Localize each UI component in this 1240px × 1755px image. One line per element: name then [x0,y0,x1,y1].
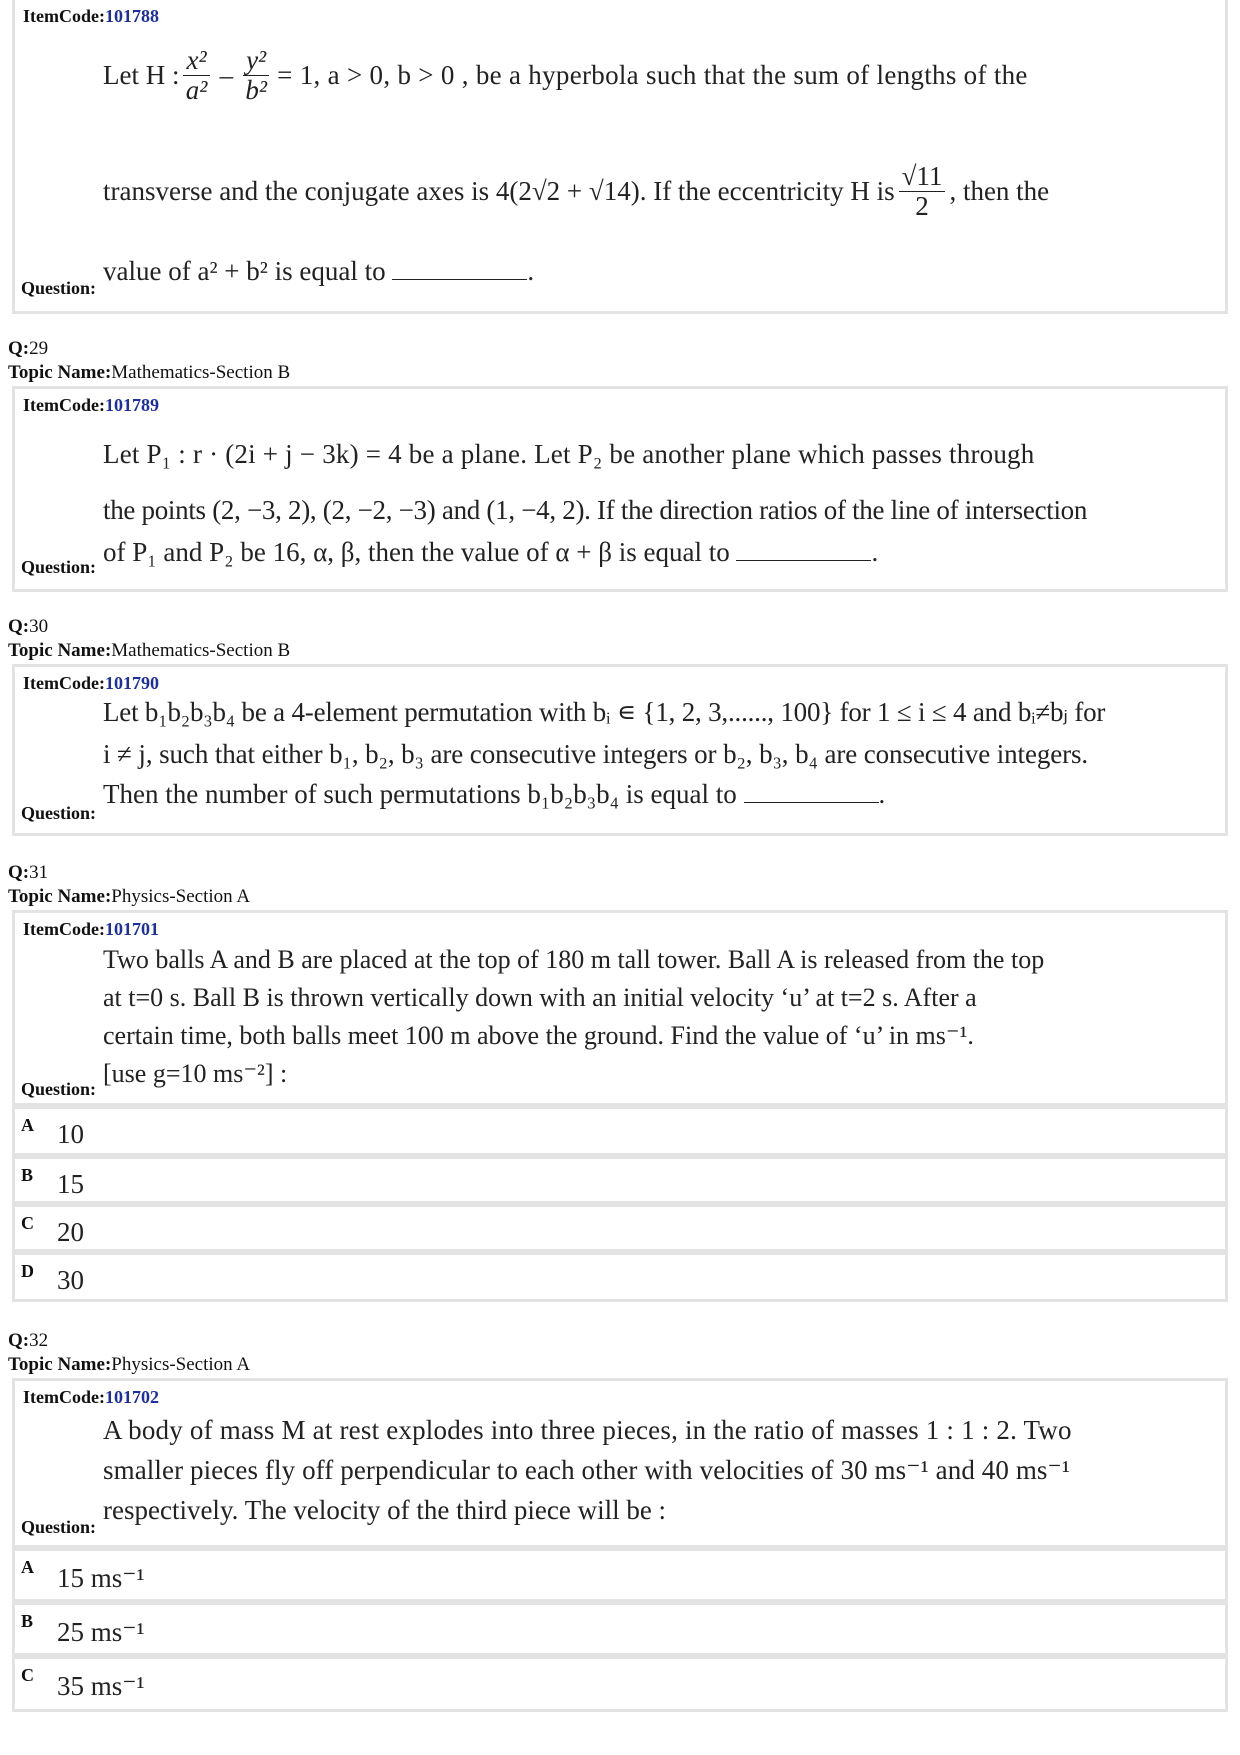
q28-question-label: Question: [21,278,97,298]
frac-num: x² [183,46,209,75]
itemcode-label: ItemCode: [23,6,105,26]
q28-frac-sqrt11-2 [899,162,946,220]
q30-line3 [103,781,1219,808]
q30-line3-text: Then the number of such permutations b₁b₂b₃b₄ is equal to [103,779,737,809]
q31-number [8,862,48,884]
option-value: 15 ms⁻¹ [57,1563,145,1593]
q31-line4: [use g=10 ms⁻²] : [103,1059,288,1088]
itemcode-value: 101789 [104,395,159,415]
q28-line1 [103,40,1219,110]
q28-minus: – [219,59,234,90]
q32-itemcode [23,1387,159,1408]
q28-line3 [103,258,1219,285]
q-num: 32 [29,1330,49,1351]
topic-value: Mathematics-Section B [111,640,291,661]
q31-itemcode [23,919,159,940]
itemcode-label: ItemCode: [23,1387,105,1407]
q29-line3-text: of P₁ and P₂ be 16, α, β, then the value of α + β is equal to [103,537,730,567]
q32-line3: respectively. The velocity of the third piece will be : [103,1495,667,1525]
itemcode-value: 101790 [104,673,159,693]
option-value: 15 [57,1169,84,1199]
option-letter: A [21,1115,34,1135]
q29-line1: Let P₁ : r · (2i + j − 3k) = 4 be a plane. Let P₂ be another plane which passes through [103,439,1035,469]
q-label: Q: [8,338,30,359]
option-letter: D [21,1261,34,1281]
q29-question-label: Question: [21,557,97,577]
itemcode-label: ItemCode: [23,919,105,939]
q28-itemcode [23,6,159,27]
itemcode-label: ItemCode: [23,673,105,693]
option-letter: C [21,1213,34,1233]
option-letter: A [21,1557,34,1577]
answer-blank[interactable] [736,540,871,561]
q28-question-box [12,0,1228,314]
q29-line3-end: . [871,537,879,567]
q29-itemcode [23,395,159,416]
itemcode-value: 101702 [104,1387,159,1407]
q31-option-a[interactable] [12,1106,1228,1156]
topic-label: Topic Name: [8,362,112,383]
itemcode-label: ItemCode: [23,395,105,415]
q30-question-label: Question: [21,803,97,823]
q32-option-b[interactable] [12,1602,1228,1656]
q32-option-a[interactable] [12,1548,1228,1602]
q31-question-label: Question: [21,1079,97,1099]
option-value: 35 ms⁻¹ [57,1671,145,1701]
q31-line2: at t=0 s. Ball B is thrown vertically down with an initial velocity ‘u’ at t=2 s. After a [103,983,977,1012]
q32-option-c[interactable] [12,1656,1228,1712]
q28-line1-end: = 1, a > 0, b > 0 , be a hyperbola such that the sum of lengths of the [277,59,1028,90]
topic-label: Topic Name: [8,640,112,661]
topic-value: Mathematics-Section B [111,362,291,383]
q31-option-b[interactable] [12,1156,1228,1204]
q30-topic [8,640,290,662]
q31-option-d[interactable] [12,1252,1228,1302]
q28-line3-end: . [527,256,535,286]
q-num: 29 [29,338,49,359]
q-num: 30 [29,616,49,637]
answer-blank[interactable] [392,259,527,280]
frac-num: √11 [899,162,946,191]
q28-frac-y2-b2 [243,46,269,104]
itemcode-value: 101788 [104,6,159,26]
q31-option-c[interactable] [12,1204,1228,1252]
q28-line3-text: value of a² + b² is equal to [103,256,386,286]
q30-itemcode [23,673,159,694]
q31-line1: Two balls A and B are placed at the top of 180 m tall tower. Ball A is released from the top [103,945,1045,974]
q32-line1: A body of mass M at rest explodes into three pieces, in the ratio of masses 1 : 1 : 2. Two [103,1415,1072,1445]
q28-line2 [103,162,1219,220]
q30-line1: Let b₁b₂b₃b₄ be a 4-element permutation with bᵢ ∊ {1, 2, 3,......, 100} for 1 ≤ i ≤ 4 and bᵢ≠bⱼ for [103,697,1106,727]
q28-line2-start: transverse and the conjugate axes is 4(2√2 + √14). If the eccentricity H is [103,175,895,206]
q32-number [8,1330,48,1352]
q32-question-box [12,1378,1228,1548]
q28-frac-x2-a2 [183,46,209,104]
q-label: Q: [8,1330,30,1351]
q30-question-box [12,664,1228,836]
q29-line2: the points (2, −3, 2), (2, −2, −3) and (1, −4, 2). If the direction ratios of the line of intersection [103,495,1088,525]
q31-topic [8,886,250,908]
q32-line2: smaller pieces fly off perpendicular to each other with velocities of 30 ms⁻¹ and 40 ms⁻¹ [103,1455,1071,1485]
q31-line3: certain time, both balls meet 100 m above the ground. Find the value of ‘u’ in ms⁻¹. [103,1021,974,1050]
q32-topic [8,1354,250,1376]
q-label: Q: [8,616,30,637]
q30-line2: i ≠ j, such that either b₁, b₂, b₃ are consecutive integers or b₂, b₃, b₄ are consecutive integers. [103,739,1089,769]
q28-line2-end: , then the [949,175,1050,206]
frac-den: 2 [915,190,929,221]
frac-den: a² [185,74,208,105]
topic-label: Topic Name: [8,886,112,907]
option-value: 10 [57,1119,84,1149]
q32-question-label: Question: [21,1517,97,1537]
option-value: 30 [57,1265,84,1295]
option-letter: B [21,1611,34,1631]
frac-num: y² [243,46,269,75]
q30-number [8,616,48,638]
q-label: Q: [8,862,30,883]
option-value: 25 ms⁻¹ [57,1617,145,1647]
q29-number [8,338,48,360]
q28-line1-start: Let H : [103,59,180,90]
q29-line3 [103,539,1219,566]
q29-question-box [12,386,1228,592]
option-value: 20 [57,1217,84,1247]
topic-value: Physics-Section A [111,886,251,907]
q-num: 31 [29,862,49,883]
topic-label: Topic Name: [8,1354,112,1375]
itemcode-value: 101701 [104,919,159,939]
topic-value: Physics-Section A [111,1354,251,1375]
option-letter: B [21,1165,34,1185]
option-letter: C [21,1665,34,1685]
answer-blank[interactable] [744,782,879,803]
frac-den: b² [245,74,267,105]
q31-question-box [12,910,1228,1106]
q29-topic [8,362,290,384]
q30-line3-end: . [878,779,886,809]
